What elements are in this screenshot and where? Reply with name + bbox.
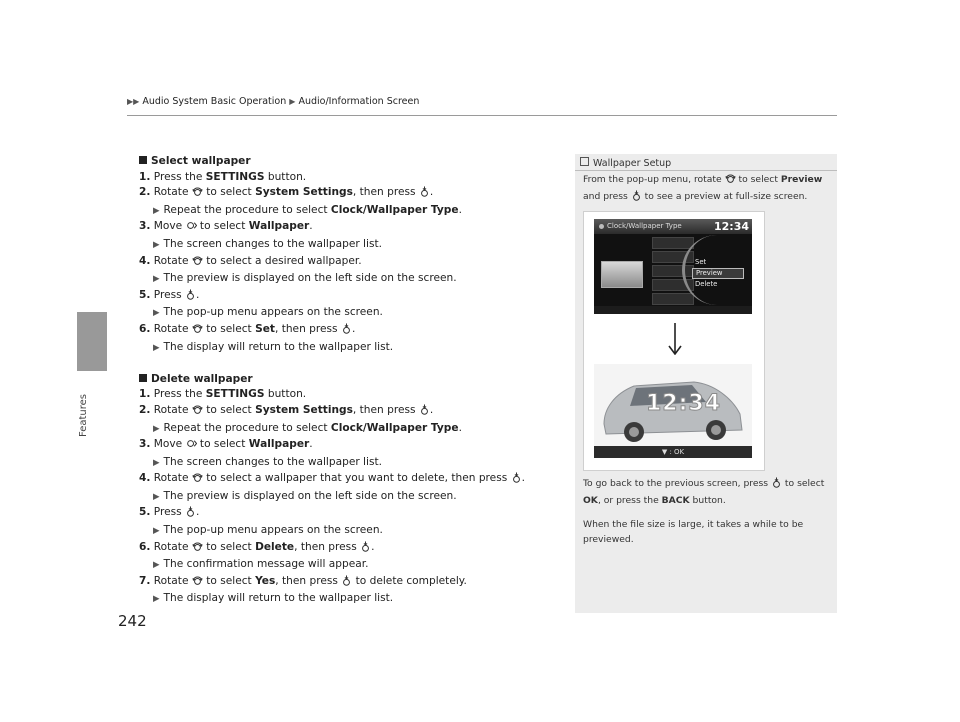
step-result [139,237,559,254]
step-text: Press [153,506,186,519]
popup-item-preview: Preview [692,268,744,279]
step-number: 7. [139,574,151,587]
step-bold: Wallpaper [248,220,310,233]
step-item [139,574,559,592]
step-text: Rotate [153,540,192,553]
step-result [139,305,559,322]
step-result-text: The screen changes to the wallpaper list. [163,237,382,250]
step-item [139,540,559,558]
step-result-text: The display will return to the wallpaper list. [163,340,394,353]
breadcrumb-arrow-icon: ▶ [289,97,296,106]
sidebar-ok-label: OK [583,495,598,506]
step-result-text: The preview is displayed on the left side on the screen. [163,272,457,285]
rotate-dial-icon [192,255,203,272]
sidebar-back-d: button. [689,495,726,506]
step-result-text: The preview is displayed on the left side on the screen. [163,489,457,502]
square-bullet-icon [139,374,147,382]
arrow-right-icon: ▶ [153,491,160,502]
sidebar-intro [583,172,831,206]
arrow-right-icon: ▶ [153,308,160,319]
step-text: Rotate [153,574,192,587]
step-text: to select [202,403,256,416]
step-text: Press the [153,170,206,183]
sidebar-back-a: To go back to the previous screen, press [583,478,771,489]
step-result-text: The pop-up menu appears on the screen. [163,524,383,537]
arrow-right-icon: ▶ [153,594,160,605]
step-result [139,591,559,608]
step-result-bold: Clock/Wallpaper Type [330,421,459,434]
sidebar-title-text: Wallpaper Setup [593,158,672,169]
preview-clock: 12:34 [646,391,722,416]
arrow-right-icon: ▶ [153,239,160,250]
move-right-icon [186,220,197,237]
press-dial-icon [631,190,642,206]
step-result-text: The confirmation message will appear. [163,558,369,571]
step-text: to delete completely. [352,574,467,587]
press-dial-icon [419,404,430,421]
step-result-text: The pop-up menu appears on the screen. [163,306,383,319]
section-heading-delete [139,372,559,388]
press-dial-icon [341,575,352,592]
press-dial-icon [360,541,371,558]
square-bullet-icon [139,156,147,164]
step-result [139,421,559,438]
step-text: to select a desired wallpaper. [202,254,362,267]
breadcrumb-arrow-icon: ▶▶ [127,97,140,106]
press-dial-icon [511,472,522,489]
step-text: , then press [352,186,419,199]
step-text: , then press [274,322,341,335]
car-thumbnail-image [601,261,643,288]
rotate-dial-icon [192,472,203,489]
step-result-text: The display will return to the wallpaper list. [163,592,394,605]
press-dial-icon [771,477,782,493]
breadcrumb-parent: Audio System Basic Operation [142,96,287,107]
step-text: . [309,220,313,233]
step-bold: Set [255,322,275,335]
step-number: 4. [139,472,151,485]
step-number: 4. [139,254,151,267]
step-number: 1. [139,388,151,401]
step-result-post: . [458,203,462,216]
rotate-dial-icon [725,173,736,189]
step-result [139,489,559,506]
rotate-dial-icon [192,404,203,421]
step-text: Press the [153,388,206,401]
sidebar-intro-b: to select [735,174,781,185]
arrow-down-icon [667,323,683,355]
step-result-text: Repeat the procedure to select [163,421,331,434]
step-text: to select a wallpaper that you want to delete, then press [202,472,511,485]
step-item [139,288,559,306]
sidebar-intro-c: and press [583,191,631,202]
breadcrumb [127,96,419,107]
arrow-right-icon: ▶ [153,205,160,216]
step-bold: System Settings [255,403,353,416]
step-result [139,455,559,472]
rotate-dial-icon [192,186,203,203]
step-bold: Delete [255,540,295,553]
step-result [139,340,559,357]
sidebar-preview-label: Preview [780,174,823,185]
step-number: 6. [139,322,151,335]
sidebar-back-b: to select [782,478,825,489]
instructions-column [139,154,559,608]
breadcrumb-current: Audio/Information Screen [298,96,420,107]
step-text: . [196,506,200,519]
popup-item-delete: Delete [695,280,718,288]
page-number: 242 [118,612,147,630]
popup-item-set: Set [695,258,707,266]
step-text: Rotate [153,403,192,416]
step-number: 2. [139,186,151,199]
screen-clock: 12:34 [713,220,749,233]
step-number: 5. [139,506,151,519]
sidebar-size-note: When the file size is large, it takes a while to be previewed. [583,519,804,545]
step-item [139,322,559,340]
section-heading-select [139,154,559,170]
step-number: 5. [139,288,151,301]
step-text: button. [264,170,307,183]
step-text: , then press [294,540,361,553]
step-text: Move [153,220,186,233]
step-text: . [521,472,525,485]
step-item [139,403,559,421]
arrow-right-icon: ▶ [153,526,160,537]
step-text: button. [264,388,307,401]
step-text: . [429,403,434,416]
step-text: . [429,186,434,199]
rotate-dial-icon [192,323,203,340]
step-bold: SETTINGS [205,388,265,401]
arrow-right-icon: ▶ [153,560,160,571]
step-item [139,437,559,455]
step-text: Move [153,438,186,451]
press-dial-icon [185,289,196,306]
step-result [139,203,559,220]
step-number: 2. [139,403,151,416]
step-result-post: . [458,421,462,434]
step-result-bold: Clock/Wallpaper Type [330,203,459,216]
step-text: , then press [275,574,342,587]
section-heading-text: Select wallpaper [151,155,251,167]
side-section-label: Features [78,394,89,438]
press-dial-icon [419,186,430,203]
sidebar-rule [575,170,837,171]
step-bold: Yes [255,574,276,587]
sidebar-back-note [583,476,831,508]
step-text: . [309,438,313,451]
step-bold: SETTINGS [205,170,265,183]
preview-footer-ok: ▼ : OK [594,446,752,458]
step-text: to select [202,186,256,199]
step-result [139,271,559,288]
step-result-text: The screen changes to the wallpaper list. [163,455,382,468]
menu-dot-icon [599,224,604,229]
press-dial-icon [341,323,352,340]
step-text: . [196,288,200,301]
step-item [139,185,559,203]
step-bold: Wallpaper [248,438,310,451]
step-text: to select [202,322,256,335]
screen-title: Clock/Wallpaper Type [607,222,682,230]
step-number: 3. [139,438,151,451]
press-dial-icon [185,506,196,523]
step-item [139,254,559,272]
sidebar-back-button-label: BACK [661,495,690,506]
note-box-icon [580,157,589,166]
step-item [139,387,559,403]
move-right-icon [186,438,197,455]
section-heading-text: Delete wallpaper [151,372,253,385]
step-text: . [351,322,356,335]
step-text: to select [202,574,256,587]
step-item [139,219,559,237]
step-item [139,505,559,523]
header-rule [127,115,837,116]
step-number: 1. [139,170,151,183]
step-text: to select [202,540,256,553]
screen-title-bar [594,219,752,234]
step-text: Rotate [153,472,192,485]
wallpaper-menu-screen [594,219,752,314]
step-number: 3. [139,220,151,233]
step-text: to select [196,438,249,451]
section-gap [139,356,559,372]
step-result [139,523,559,540]
step-text: . [371,540,375,553]
arrow-right-icon: ▶ [153,342,160,353]
step-text: Rotate [153,322,192,335]
step-result [139,557,559,574]
sidebar-back-c: , or press the [597,495,662,506]
rotate-dial-icon [192,575,203,592]
step-text: to select [196,220,249,233]
arrow-right-icon: ▶ [153,274,160,285]
rotate-dial-icon [192,541,203,558]
screen-footer [594,306,752,314]
step-text: Rotate [153,254,192,267]
step-result-text: Repeat the procedure to select [163,203,331,216]
step-text: Rotate [153,186,192,199]
section-tab [77,312,107,371]
sidebar-intro-d: to see a preview at full-size screen. [641,191,808,202]
sidebar-title [580,157,671,169]
popup-menu [692,258,744,290]
step-item [139,170,559,186]
wallpaper-preview-screen [594,364,752,458]
step-text: Press [153,288,186,301]
step-bold: System Settings [255,186,353,199]
arrow-right-icon: ▶ [153,457,160,468]
step-item [139,471,559,489]
sidebar-intro-a: From the pop-up menu, rotate [583,174,725,185]
step-text: , then press [352,403,419,416]
arrow-right-icon: ▶ [153,423,160,434]
step-number: 6. [139,540,151,553]
